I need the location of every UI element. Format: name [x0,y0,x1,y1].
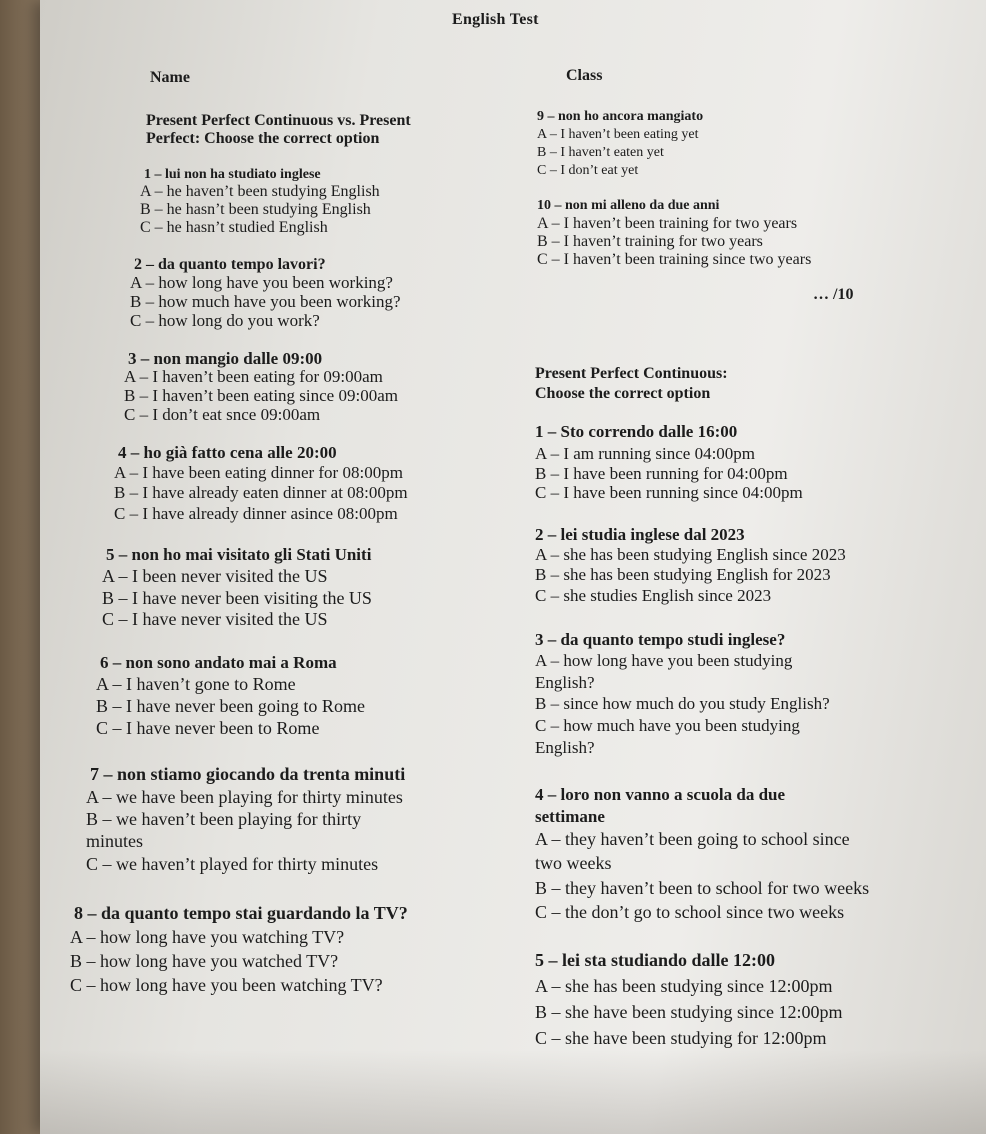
s2-q3-option-a-cont: English? [535,673,595,692]
s1-q7-option-b-cont: minutes [86,831,143,851]
name-label: Name [150,69,190,86]
s1-q6-option-b: B – I have never been going to Rome [96,696,365,716]
s1-q1-option-c: C – he hasn’t studied English [140,219,328,236]
s2-q2-prompt: 2 – lei studia inglese dal 2023 [535,525,745,544]
s1-q6-option-c: C – I have never been to Rome [96,718,320,738]
s1-q3-prompt: 3 – non mangio dalle 09:00 [128,349,323,368]
s1-q4-prompt: 4 – ho già fatto cena alle 20:00 [118,443,337,462]
s1-q9-prompt: 9 – non ho ancora mangiato [537,109,704,124]
s2-q4-prompt-line1: 4 – loro non vanno a scuola da due [535,785,786,804]
section1-score: … /10 [813,286,854,303]
s1-q6-prompt: 6 – non sono andato mai a Roma [100,653,337,672]
s1-q9-option-b: B – I haven’t eaten yet [537,145,664,160]
s2-q4-option-a: A – they haven’t been going to school since [535,829,850,849]
section1-heading-line1: Present Perfect Continuous vs. Present [146,112,411,129]
s1-q8-option-c: C – how long have you been watching TV? [70,975,383,995]
page-title: English Test [452,11,539,28]
s2-q3-prompt: 3 – da quanto tempo studi inglese? [535,630,786,649]
s1-q10-prompt: 10 – non mi alleno da due anni [537,198,720,213]
s1-q1-option-a: A – he haven’t been studying English [140,183,380,200]
s1-q1-option-b: B – he hasn’t been studying English [140,201,371,218]
s2-q4-option-a-cont: two weeks [535,853,612,873]
s1-q7-option-c: C – we haven’t played for thirty minutes [86,854,379,874]
s1-q10-option-b: B – I haven’t training for two years [537,233,763,250]
s2-q3-option-c: C – how much have you been studying [535,716,800,735]
s2-q5-prompt: 5 – lei sta studiando dalle 12:00 [535,950,776,970]
s1-q2-option-b: B – how much have you been working? [130,292,401,311]
s1-q8-option-b: B – how long have you watched TV? [70,951,339,971]
section2-heading-line2: Choose the correct option [535,385,711,402]
s1-q3-option-b: B – I haven’t been eating since 09:00am [124,386,398,405]
s1-q10-option-a: A – I haven’t been training for two years [537,215,798,232]
s2-q3-option-b: B – since how much do you study English? [535,694,830,713]
s1-q2-option-c: C – how long do you work? [130,311,320,330]
s2-q3-option-c-cont: English? [535,738,595,757]
section1-heading-line2: Perfect: Choose the correct option [146,130,380,147]
s2-q2-option-c: C – she studies English since 2023 [535,586,772,605]
s2-q1-prompt: 1 – Sto correndo dalle 16:00 [535,422,738,441]
s1-q4-option-b: B – I have already eaten dinner at 08:00pm [114,483,408,502]
s2-q5-option-c: C – she have been studying for 12:00pm [535,1028,827,1048]
s1-q1-prompt: 1 – lui non ha studiato inglese [144,167,321,182]
s1-q5-option-a: A – I been never visited the US [102,566,328,586]
s1-q2-option-a: A – how long have you been working? [130,273,393,292]
s1-q10-option-c: C – I haven’t been training since two years [537,251,812,268]
s2-q2-option-b: B – she has been studying English for 2023 [535,565,831,584]
s1-q3-option-c: C – I don’t eat snce 09:00am [124,405,321,424]
s2-q1-option-a: A – I am running since 04:00pm [535,444,756,463]
s1-q7-option-b: B – we haven’t been playing for thirty [86,809,362,829]
s2-q1-option-c: C – I have been running since 04:00pm [535,483,803,502]
s2-q4-option-b: B – they haven’t been to school for two weeks [535,878,870,898]
s1-q5-prompt: 5 – non ho mai visitato gli Stati Uniti [106,545,372,564]
s2-q3-option-a: A – how long have you been studying [535,651,793,670]
s2-q4-prompt-line2: settimane [535,807,605,826]
s1-q6-option-a: A – I haven’t gone to Rome [96,674,296,694]
s2-q2-option-a: A – she has been studying English since 2023 [535,545,846,564]
s1-q7-prompt: 7 – non stiamo giocando da trenta minuti [90,764,406,784]
s1-q8-prompt: 8 – da quanto tempo stai guardando la TV? [74,903,408,923]
section2-heading-line1: Present Perfect Continuous: [535,365,728,382]
s1-q4-option-a: A – I have been eating dinner for 08:00pm [114,463,403,482]
s1-q3-option-a: A – I haven’t been eating for 09:00am [124,367,383,386]
s1-q9-option-c: C – I don’t eat yet [537,163,639,178]
s1-q8-option-a: A – how long have you watching TV? [70,927,345,947]
s2-q5-option-b: B – she have been studying since 12:00pm [535,1002,843,1022]
s1-q5-option-b: B – I have never been visiting the US [102,588,372,608]
s2-q4-option-c: C – the don’t go to school since two weeks [535,902,845,922]
s2-q1-option-b: B – I have been running for 04:00pm [535,464,788,483]
s1-q2-prompt: 2 – da quanto tempo lavori? [134,256,326,273]
s2-q5-option-a: A – she has been studying since 12:00pm [535,976,833,996]
s1-q9-option-a: A – I haven’t been eating yet [537,127,699,142]
s1-q7-option-a: A – we have been playing for thirty minutes [86,787,403,807]
s1-q4-option-c: C – I have already dinner asince 08:00pm [114,504,398,523]
class-label: Class [566,67,603,84]
s1-q5-option-c: C – I have never visited the US [102,609,328,629]
